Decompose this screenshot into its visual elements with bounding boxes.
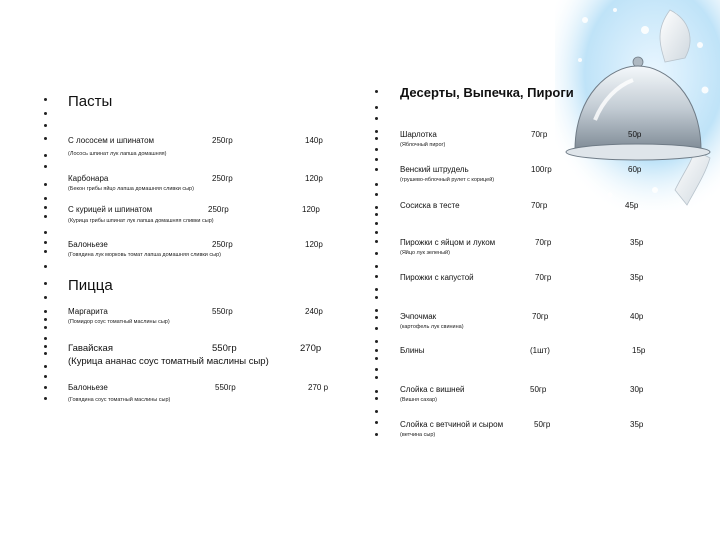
bullet-icon <box>44 250 47 253</box>
menu-item-name: Карбонара <box>68 174 109 183</box>
bullet-icon <box>375 106 378 109</box>
menu-item-name: С курицей и шпинатом <box>68 205 153 214</box>
bullet-icon <box>375 410 378 413</box>
bullet-icon <box>44 154 47 157</box>
menu-item-name: Балоньезе <box>68 383 108 392</box>
menu-item-weight: 70гр <box>535 273 552 282</box>
bullet-icon <box>375 275 378 278</box>
menu-item-desc: (Яйцо лук зеленый) <box>400 250 450 256</box>
bullet-icon <box>375 357 378 360</box>
bullet-icon <box>375 340 378 343</box>
menu-item-weight: 70гр <box>531 130 548 139</box>
bullet-icon <box>375 213 378 216</box>
menu-item-weight: 550гр <box>212 307 233 316</box>
bullet-icon <box>44 197 47 200</box>
bullet-icon <box>44 345 47 348</box>
bullet-icon <box>44 124 47 127</box>
bullet-icon <box>375 288 378 291</box>
menu-item-price: 35р <box>630 273 644 282</box>
menu-item-price: 140р <box>305 136 323 145</box>
bullet-icon <box>44 265 47 268</box>
menu-item-weight: 250гр <box>208 205 229 214</box>
menu-item-price: 120р <box>305 174 323 183</box>
menu-item-name: Сосиска в тесте <box>400 201 460 210</box>
menu-item-desc: (Бекон грибы яйцо лапша домашняя сливки сыр) <box>68 186 194 192</box>
menu-item-price: 240р <box>305 307 323 316</box>
menu-item-price: 120р <box>302 205 320 214</box>
bullet-icon <box>375 222 378 225</box>
bullet-icon <box>375 240 378 243</box>
bullet-icon <box>375 421 378 424</box>
bullet-icon <box>375 309 378 312</box>
bullet-icon <box>375 327 378 330</box>
bullet-icon <box>375 137 378 140</box>
menu-item-weight: 550гр <box>212 343 237 354</box>
bullet-icon <box>375 316 378 319</box>
menu-item-name: Венский штрудель <box>400 165 469 174</box>
bullet-icon <box>44 397 47 400</box>
menu-item-name: Гавайская <box>68 343 113 354</box>
menu-item-price: 60р <box>628 165 642 174</box>
menu-item-price: 45р <box>625 201 639 210</box>
bullet-icon <box>375 231 378 234</box>
menu-item-price: 40р <box>630 312 644 321</box>
menu-item-desc: (Помидор соус томатный маслины сыр) <box>68 319 170 325</box>
pasta-heading: Пасты <box>68 93 113 110</box>
bullet-icon <box>44 352 47 355</box>
bullet-icon <box>375 148 378 151</box>
bullet-icon <box>375 376 378 379</box>
menu-item-weight: 250гр <box>212 174 233 183</box>
bullet-icon <box>375 158 378 161</box>
menu-item-weight: 70гр <box>535 238 552 247</box>
bullet-icon <box>44 337 47 340</box>
menu-item-desc: (Говядина лук морковь томат лапша домашняя сливки сыр) <box>68 252 222 258</box>
menu-item-price: 35р <box>630 238 644 247</box>
menu-item-name: Маргарита <box>68 307 108 316</box>
menu-item-desc: (Лосось шпинат лук лапша домашняя) <box>68 151 167 157</box>
bullet-icon <box>375 117 378 120</box>
menu-item-weight: 100гр <box>531 165 552 174</box>
bullet-icon <box>44 318 47 321</box>
menu-item-weight: 70гр <box>532 312 549 321</box>
menu-item-desc: (Курица ананас соус томатный маслины сыр) <box>68 356 269 367</box>
bullet-icon <box>44 375 47 378</box>
menu-item-desc: (Говядина соус томатный маслины сыр) <box>68 397 171 403</box>
bullet-icon <box>375 183 378 186</box>
menu-item-price: 50р <box>628 130 642 139</box>
menu-item-name: Шарлотка <box>400 130 437 139</box>
bullet-icon <box>375 168 378 171</box>
bullet-icon <box>44 137 47 140</box>
bullet-icon <box>375 296 378 299</box>
desserts-heading: Десерты, Выпечка, Пироги <box>400 85 574 100</box>
menu-item-weight: 50гр <box>530 385 547 394</box>
bullet-icon <box>44 165 47 168</box>
bullet-icon <box>44 241 47 244</box>
bullet-icon <box>375 90 378 93</box>
pizza-heading: Пицца <box>68 277 113 294</box>
menu-item-price: 120р <box>305 240 323 249</box>
menu-item-weight: 70гр <box>531 201 548 210</box>
menu-item-weight: 550гр <box>215 383 236 392</box>
menu-item-name: Пирожки с яйцом и луком <box>400 238 496 247</box>
menu-item-name: Эчпочмак <box>400 312 437 321</box>
menu-item-name: Слойка с вишней <box>400 385 465 394</box>
bullet-icon <box>375 130 378 133</box>
menu-item-name: Пирожки с капустой <box>400 273 474 282</box>
bullet-icon <box>44 98 47 101</box>
bullet-icon <box>44 183 47 186</box>
bullet-icon <box>44 282 47 285</box>
bullet-icon <box>375 265 378 268</box>
bullet-icon <box>375 349 378 352</box>
menu-item-price: 30р <box>630 385 644 394</box>
menu-item-name: С лососем и шпинатом <box>68 136 155 145</box>
bullet-icon <box>375 252 378 255</box>
bullet-icon <box>375 433 378 436</box>
menu-item-weight: (1шт) <box>530 346 550 355</box>
bullet-icon <box>375 206 378 209</box>
bullet-icon <box>44 112 47 115</box>
menu-item-price: 270р <box>300 343 322 354</box>
bullet-icon <box>44 215 47 218</box>
menu-item-desc: (Вишня сахар) <box>400 397 437 403</box>
menu-item-desc: (Яблочный пирог) <box>400 142 446 148</box>
bullet-icon <box>375 390 378 393</box>
cloche-icon <box>555 0 720 210</box>
bullet-icon <box>44 386 47 389</box>
menu-item-desc: (грушево-яблочный рулет с корицей) <box>400 177 495 183</box>
menu-item-weight: 50гр <box>534 420 551 429</box>
menu-item-desc: (ветчина сыр) <box>400 432 436 438</box>
bullet-icon <box>44 296 47 299</box>
menu-item-price: 15р <box>632 346 646 355</box>
bullet-icon <box>44 206 47 209</box>
bullet-icon <box>44 365 47 368</box>
bullet-icon <box>375 193 378 196</box>
menu-item-desc: (картофель лук свинина) <box>400 324 464 330</box>
bullet-icon <box>375 368 378 371</box>
menu-item-name: Слойка с ветчиной и сыром <box>400 420 504 429</box>
bullet-icon <box>375 397 378 400</box>
menu-item-price: 35р <box>630 420 644 429</box>
menu-item-name: Блины <box>400 346 425 355</box>
menu-item-desc: (Курица грибы шпинат лук лапша домашняя сливки сыр) <box>68 218 214 224</box>
bullet-icon <box>44 231 47 234</box>
bullet-icon <box>44 326 47 329</box>
menu-item-weight: 250гр <box>212 240 233 249</box>
menu-item-weight: 250гр <box>212 136 233 145</box>
menu-item-name: Балоньезе <box>68 240 108 249</box>
bullet-icon <box>44 310 47 313</box>
menu-item-price: 270 р <box>308 383 329 392</box>
